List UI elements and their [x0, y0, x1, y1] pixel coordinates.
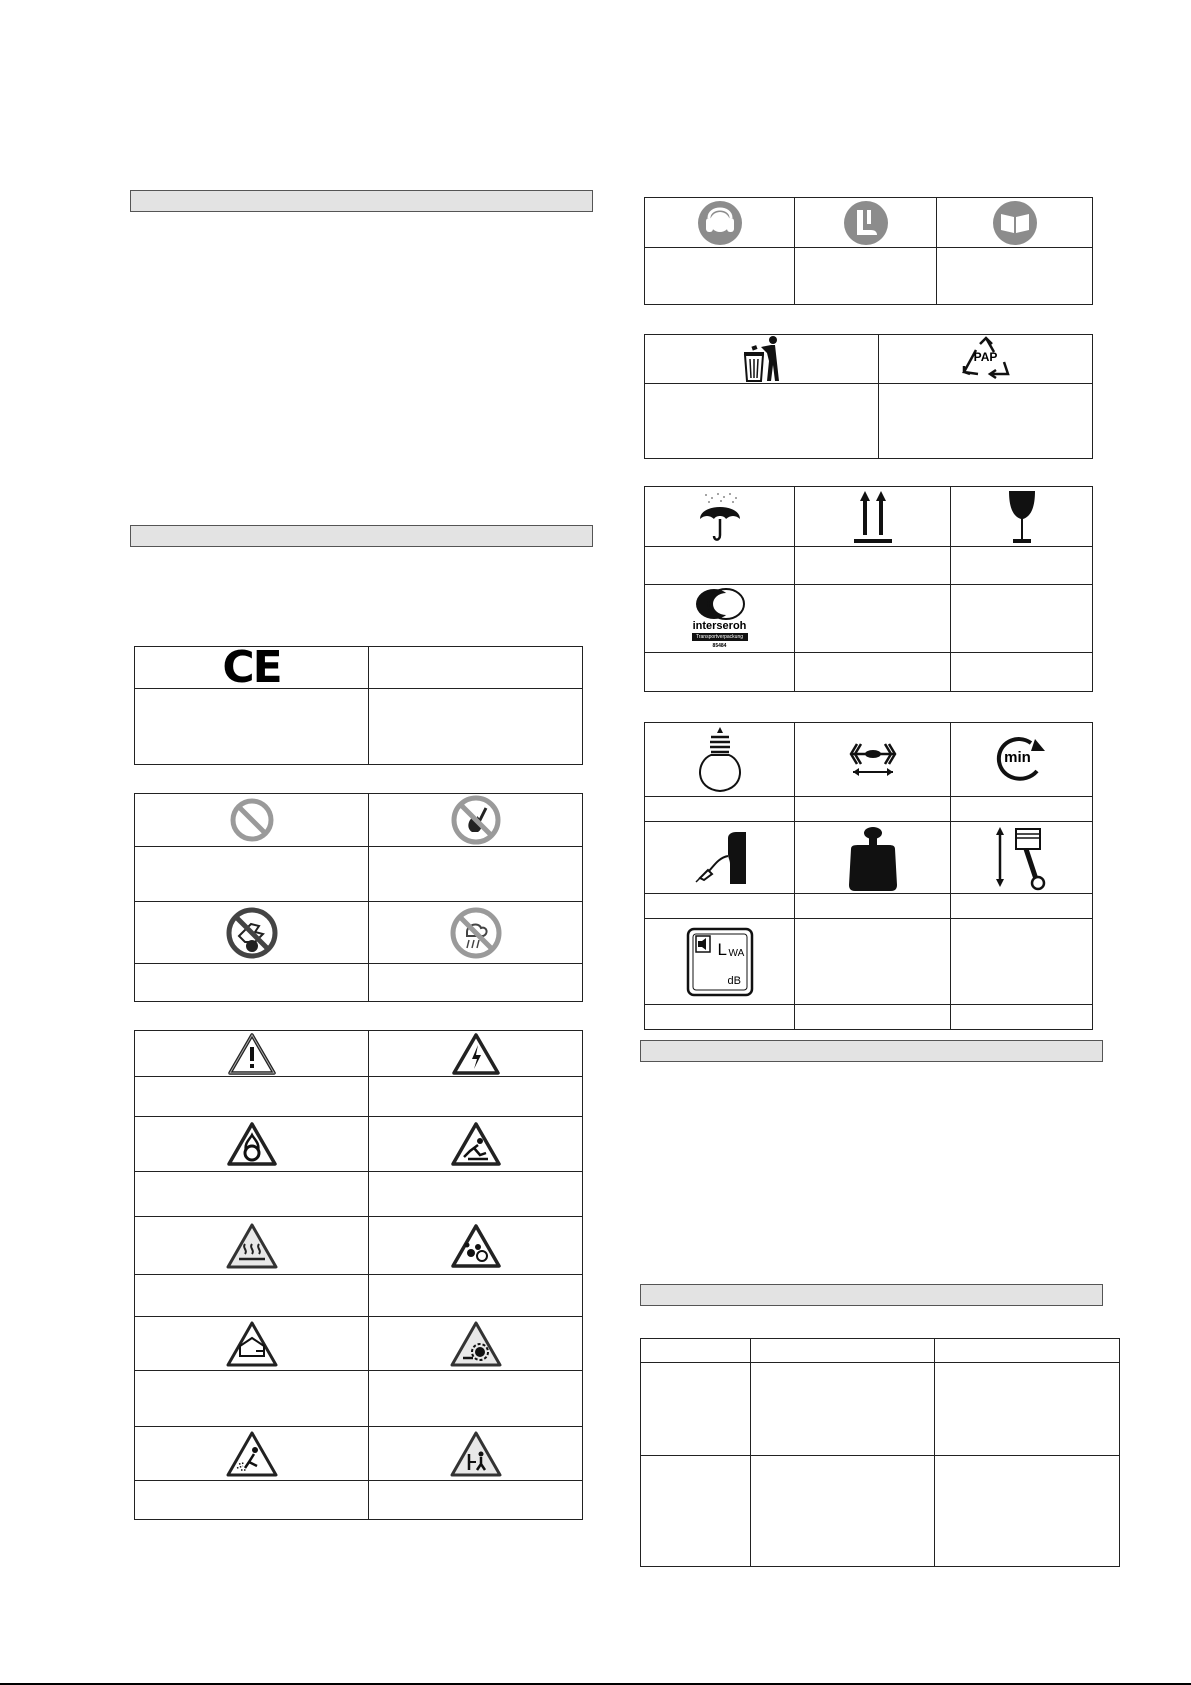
- hot-surface-icon: [225, 1222, 279, 1270]
- prohibition-text-cell-4: [369, 964, 583, 1002]
- section-header-bar-3: [640, 1040, 1103, 1062]
- oxidizing-hazard-cell: [135, 1117, 369, 1172]
- prohibition-signs-table: [134, 793, 583, 1002]
- ear-protection-icon: [697, 200, 743, 246]
- no-fire-cell: [369, 794, 583, 847]
- safety-boots-cell: [795, 198, 937, 248]
- rotating-blade-cell: [369, 1317, 583, 1371]
- no-touching-icon: [225, 906, 279, 960]
- rotation-speed-icon: [995, 735, 1049, 785]
- recycle-pap-icon: [960, 336, 1012, 382]
- flying-debris-cell: [369, 1217, 583, 1275]
- warning-text-cell-9: [135, 1481, 369, 1520]
- warning-text-cell-6: [369, 1275, 583, 1317]
- read-manual-icon: [992, 200, 1038, 246]
- packaging-text-cell-5: [951, 585, 1093, 653]
- ppe-text-cell-1: [645, 248, 795, 305]
- section-header-bar-4: [640, 1284, 1103, 1306]
- spec-text-cell-10: [795, 1005, 951, 1030]
- bottom-table-cell-2-3: [935, 1456, 1120, 1567]
- interseroh-logo: [690, 587, 750, 651]
- warning-text-cell-4: [369, 1172, 583, 1217]
- bottom-data-table: [640, 1338, 1120, 1567]
- warning-text-cell-8: [369, 1371, 583, 1427]
- this-way-up-icon: [850, 489, 896, 545]
- specification-symbols-table: [644, 722, 1093, 1030]
- warning-text-cell-10: [369, 1481, 583, 1520]
- spec-text-cell-2: [795, 797, 951, 822]
- warning-text-cell-1: [135, 1077, 369, 1117]
- no-fire-icon: [450, 794, 502, 846]
- distance-warning-icon: [449, 1430, 503, 1478]
- ejection-hazard-cell: [135, 1427, 369, 1481]
- warning-text-cell-7: [135, 1371, 369, 1427]
- packaging-text-cell-4: [795, 585, 951, 653]
- interseroh-logo-code: 85484: [712, 642, 727, 649]
- spec-text-cell-9: [645, 1005, 795, 1030]
- warning-text-cell-2: [369, 1077, 583, 1117]
- ear-protection-cell: [645, 198, 795, 248]
- no-smoking-vapor-cell: [369, 902, 583, 964]
- prohibition-text-cell-1: [135, 847, 369, 902]
- trip-hazard-icon: [450, 1121, 502, 1167]
- rotating-blade-icon: [449, 1320, 503, 1368]
- recycle-pap-label: PAP: [973, 350, 998, 364]
- spec-text-cell-8: [951, 919, 1093, 1005]
- general-warning-cell: [135, 1031, 369, 1077]
- bottom-table-cell-2-2: [751, 1456, 935, 1567]
- prohibition-icon: [229, 797, 275, 843]
- ppe-signs-table: [644, 197, 1093, 305]
- sound-power-subscript: WA: [728, 947, 745, 959]
- warning-signs-table: [134, 1030, 583, 1520]
- lamp-icon: [692, 725, 748, 795]
- prohibition-cell: [135, 794, 369, 847]
- hot-surface-cell: [135, 1217, 369, 1275]
- bottom-table-cell-2-1: [641, 1456, 751, 1567]
- trip-hazard-cell: [369, 1117, 583, 1172]
- bottom-table-cell-1-1: [641, 1363, 751, 1456]
- bottom-table-cell-1-3: [935, 1363, 1120, 1456]
- rotation-speed-cell: [951, 723, 1093, 797]
- spec-text-cell-1: [645, 797, 795, 822]
- cutting-width-cell: [795, 723, 951, 797]
- spec-text-cell-4: [645, 894, 795, 919]
- sound-power-icon: [686, 927, 754, 997]
- ejection-hazard-icon: [225, 1430, 279, 1478]
- bottom-table-header-1: [641, 1339, 751, 1363]
- weight-cell: [795, 822, 951, 894]
- rotation-speed-label: min: [1004, 748, 1031, 766]
- fuel-pump-icon: [690, 830, 750, 886]
- spec-text-cell-6: [951, 894, 1093, 919]
- this-way-up-cell: [795, 487, 951, 547]
- disposal-text-cell-2: [879, 384, 1093, 459]
- cutting-width-icon: [843, 740, 903, 780]
- ce-text-cell-1: [135, 689, 369, 765]
- spec-text-cell-3: [951, 797, 1093, 822]
- packaging-text-cell-7: [795, 653, 951, 692]
- sound-power-cell: [645, 919, 795, 1005]
- litter-bin-icon: [739, 335, 785, 383]
- electric-hazard-cell: [369, 1031, 583, 1077]
- packaging-text-cell-2: [795, 547, 951, 585]
- keep-dry-cell: [645, 487, 795, 547]
- flying-debris-icon: [450, 1223, 502, 1269]
- explosive-atmosphere-cell: [135, 1317, 369, 1371]
- bottom-table-cell-1-2: [751, 1363, 935, 1456]
- read-manual-cell: [937, 198, 1093, 248]
- electric-hazard-icon: [451, 1032, 501, 1076]
- fragile-icon: [1005, 489, 1039, 545]
- bottom-table-header-2: [751, 1339, 935, 1363]
- packaging-text-cell-1: [645, 547, 795, 585]
- ce-mark-description: [369, 647, 583, 689]
- interseroh-logo-text: interseroh: [692, 619, 747, 632]
- ce-mark-cell: [135, 641, 369, 693]
- ppe-text-cell-2: [795, 248, 937, 305]
- bottom-table-header-3: [935, 1339, 1120, 1363]
- lamp-cell: [645, 723, 795, 797]
- keep-dry-icon: [696, 491, 744, 543]
- piston-stroke-cell: [951, 822, 1093, 894]
- prohibition-text-cell-2: [369, 847, 583, 902]
- spec-text-cell-7: [795, 919, 951, 1005]
- warning-text-cell-5: [135, 1275, 369, 1317]
- ce-mark-table: [134, 641, 583, 765]
- explosive-atmosphere-icon: [225, 1320, 279, 1368]
- litter-bin-cell: [645, 335, 879, 384]
- disposal-text-cell-1: [645, 384, 879, 459]
- disposal-signs-table: [644, 334, 1093, 459]
- interseroh-logo-subtitle: Transportverpackung: [692, 633, 748, 641]
- section-header-bar-1: [130, 190, 593, 212]
- weight-icon: [845, 825, 901, 891]
- distance-warning-cell: [369, 1427, 583, 1481]
- interseroh-logo-cell: [645, 585, 795, 653]
- prohibition-text-cell-3: [135, 964, 369, 1002]
- safety-boots-icon: [843, 200, 889, 246]
- spec-text-cell-11: [951, 1005, 1093, 1030]
- fragile-cell: [951, 487, 1093, 547]
- fuel-pump-cell: [645, 822, 795, 894]
- no-smoking-vapor-icon: [449, 906, 503, 960]
- spec-text-cell-5: [795, 894, 951, 919]
- section-header-bar-2: [130, 525, 593, 547]
- general-warning-icon: [227, 1032, 277, 1076]
- sound-power-unit: dB: [727, 974, 741, 987]
- oxidizing-hazard-icon: [226, 1121, 278, 1167]
- recycle-pap-cell: [879, 335, 1093, 384]
- sound-power-symbol: L: [717, 939, 727, 959]
- ce-text-cell-2: [369, 689, 583, 765]
- packaging-signs-table: [644, 486, 1093, 692]
- packaging-text-cell-8: [951, 653, 1093, 692]
- ce-mark-icon: CE: [222, 641, 281, 693]
- no-touching-cell: [135, 902, 369, 964]
- piston-stroke-icon: [992, 825, 1052, 891]
- warning-text-cell-3: [135, 1172, 369, 1217]
- packaging-text-cell-6: [645, 653, 795, 692]
- ppe-text-cell-3: [937, 248, 1093, 305]
- packaging-text-cell-3: [951, 547, 1093, 585]
